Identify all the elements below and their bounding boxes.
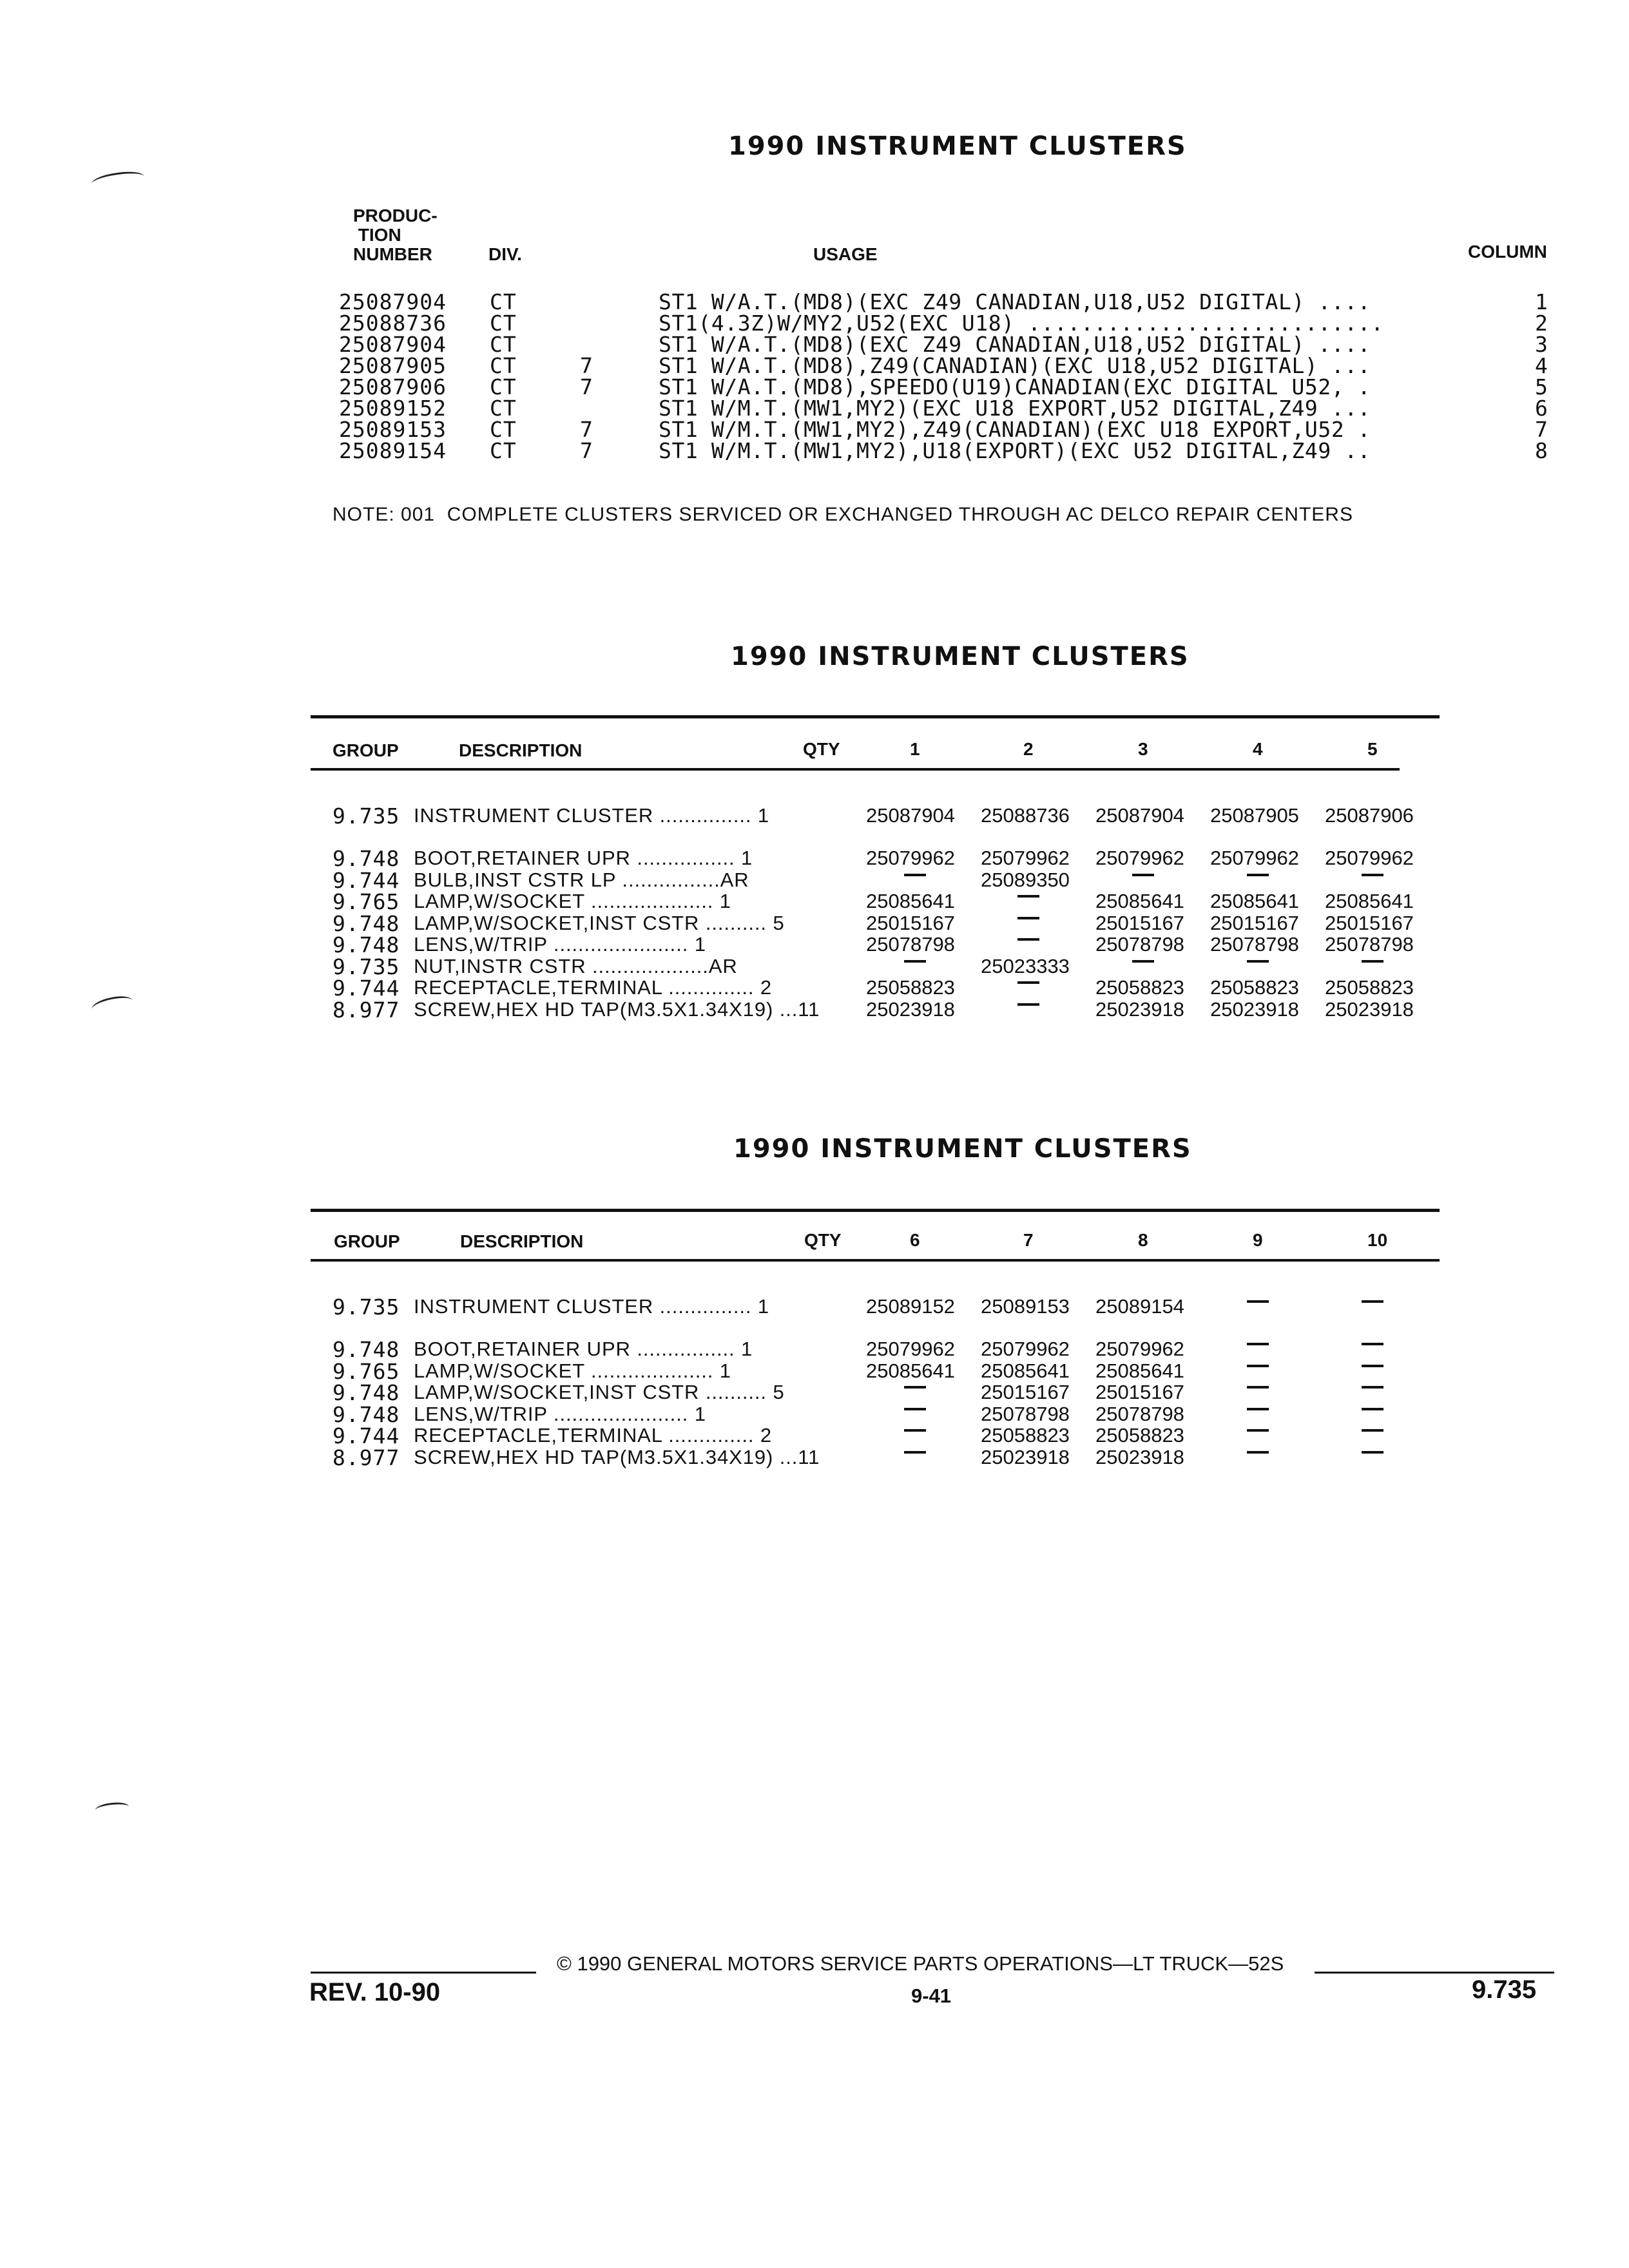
part-number: 25087904 (866, 804, 955, 827)
production-number: 25087904 (339, 289, 447, 314)
division: CT (490, 311, 517, 336)
part-description: LENS,W/TRIP ...................... 1 (414, 933, 706, 956)
group-number: 9.735 (333, 1294, 400, 1320)
part-number: 25079962 (1325, 847, 1414, 869)
part-number: 25089350 (981, 868, 1070, 891)
not-applicable-dash (1017, 895, 1039, 898)
scan-mark (90, 994, 133, 1017)
part-number: 25023918 (981, 1445, 1070, 1468)
group-number: 9.744 (333, 867, 400, 893)
not-applicable-dash (1362, 960, 1383, 963)
not-applicable-dash (1362, 1343, 1383, 1345)
group-number: 8.977 (333, 1445, 400, 1470)
production-number-header: PRODUC- TION NUMBER (353, 206, 438, 264)
column-header: COLUMN (1468, 242, 1547, 262)
part-number: 25023918 (1325, 997, 1414, 1021)
part-number: 25023918 (1095, 997, 1184, 1021)
part-description: NUT,INSTR CSTR ...................AR (414, 954, 738, 977)
section2-title: 1990 INSTRUMENT CLUSTERS (731, 642, 1190, 671)
not-applicable-dash (1362, 1300, 1383, 1303)
part-description: SCREW,HEX HD TAP(M3.5X1.34X19) ...11 (414, 1445, 820, 1468)
footer-rule-right (1315, 1972, 1554, 1974)
part-description: LAMP,W/SOCKET,INST CSTR .......... 5 (414, 911, 785, 934)
part-number: 25023918 (1210, 997, 1299, 1021)
group-number: 8.977 (333, 997, 400, 1023)
division: CT (490, 289, 517, 314)
not-applicable-dash (1247, 1451, 1269, 1454)
table-header-rule (311, 768, 1400, 771)
not-applicable-dash (1017, 981, 1039, 984)
table-top-rule (311, 1209, 1440, 1212)
scan-mark (91, 169, 145, 191)
page-number: 9-41 (911, 1984, 952, 2007)
qty-header: QTY (804, 1230, 842, 1250)
sub-code: 7 (580, 438, 593, 463)
part-number: 25079962 (1095, 1338, 1184, 1360)
part-number: 25015167 (1210, 911, 1299, 934)
section1-title: 1990 INSTRUMENT CLUSTERS (728, 131, 1187, 161)
column-header: 8 (1138, 1230, 1148, 1250)
part-number: 25015167 (866, 911, 955, 934)
not-applicable-dash (1362, 1429, 1383, 1432)
production-number: 25089153 (339, 417, 447, 442)
part-number: 25015167 (1095, 1381, 1184, 1403)
part-number: 25079962 (866, 847, 955, 869)
part-number: 25078798 (866, 933, 955, 956)
group-number: 9.735 (333, 954, 400, 979)
usage-text: ST1 W/M.T.(MW1,MY2),U18(EXPORT)(EXC U52 DIGITAL,Z49 .. (659, 438, 1371, 463)
part-number: 25085641 (1325, 890, 1414, 912)
group-number: 9.748 (333, 1401, 400, 1427)
part-number: 25023918 (1095, 1445, 1184, 1468)
column-number: 7 (1535, 417, 1548, 442)
part-description: LAMP,W/SOCKET .................... 1 (414, 1359, 731, 1382)
not-applicable-dash (1362, 1451, 1383, 1454)
table-header-rule (311, 1259, 1440, 1262)
group-number: 9.765 (333, 889, 400, 914)
column-number: 8 (1535, 438, 1548, 463)
not-applicable-dash (1017, 917, 1039, 919)
column-number: 2 (1535, 311, 1548, 336)
part-description: LENS,W/TRIP ...................... 1 (414, 1402, 706, 1425)
column-number: 1 (1535, 289, 1548, 314)
not-applicable-dash (904, 1429, 926, 1432)
not-applicable-dash (1247, 960, 1269, 963)
part-number: 25078798 (1325, 933, 1414, 956)
not-applicable-dash (1362, 1386, 1383, 1389)
part-description: INSTRUMENT CLUSTER ............... 1 (414, 1295, 770, 1318)
part-number: 25088736 (981, 804, 1070, 827)
div-header: DIV. (488, 244, 522, 264)
not-applicable-dash (1132, 874, 1154, 876)
usage-header: USAGE (813, 244, 878, 264)
part-number: 25058823 (1095, 1424, 1184, 1446)
part-description: BOOT,RETAINER UPR ................ 1 (414, 847, 753, 869)
table-top-rule (311, 715, 1440, 718)
part-number: 25078798 (1095, 1402, 1184, 1425)
part-number: 25085641 (1095, 890, 1184, 912)
group-number: 9.748 (333, 932, 400, 957)
not-applicable-dash (1247, 1429, 1269, 1432)
part-number: 25085641 (1095, 1359, 1184, 1382)
group-number: 9.744 (333, 1423, 400, 1448)
production-number: 25087906 (339, 374, 447, 399)
column-header: 1 (910, 739, 920, 759)
production-number: 25087905 (339, 353, 447, 378)
part-number: 25015167 (1325, 911, 1414, 934)
not-applicable-dash (904, 1408, 926, 1410)
part-number: 25078798 (981, 1402, 1070, 1425)
part-number: 25079962 (1210, 847, 1299, 869)
part-number: 25058823 (981, 1424, 1070, 1446)
production-number: 25089154 (339, 438, 447, 463)
group-header: GROUP (333, 740, 399, 760)
part-number: 25079962 (981, 1338, 1070, 1360)
part-number: 25058823 (866, 976, 955, 999)
production-number: 25087904 (339, 332, 447, 357)
not-applicable-dash (1247, 1343, 1269, 1345)
description-header: DESCRIPTION (460, 1231, 584, 1251)
sub-code: 7 (580, 374, 593, 399)
part-description: SCREW,HEX HD TAP(M3.5X1.34X19) ...11 (414, 997, 820, 1021)
qty-header: QTY (803, 739, 840, 759)
not-applicable-dash (1017, 938, 1039, 941)
usage-text: ST1 W/M.T.(MW1,MY2),Z49(CANADIAN)(EXC U18 EXPORT,U52 . (659, 417, 1371, 442)
sub-code: 7 (580, 417, 593, 442)
part-number: 25085641 (866, 890, 955, 912)
division: CT (490, 417, 517, 442)
division: CT (490, 396, 517, 421)
not-applicable-dash (1247, 1408, 1269, 1410)
section3-title: 1990 INSTRUMENT CLUSTERS (733, 1134, 1192, 1164)
column-header: 3 (1138, 739, 1148, 759)
usage-text: ST1 W/A.T.(MD8),Z49(CANADIAN)(EXC U18,U52 DIGITAL) ... (659, 353, 1371, 378)
column-header: 7 (1023, 1230, 1034, 1250)
part-number: 25079962 (981, 847, 1070, 869)
not-applicable-dash (1247, 1300, 1269, 1303)
not-applicable-dash (1247, 1365, 1269, 1367)
column-header: 2 (1023, 739, 1034, 759)
part-number: 25023333 (981, 954, 1070, 977)
not-applicable-dash (904, 874, 926, 876)
footer-rule-left (311, 1972, 536, 1974)
division: CT (490, 353, 517, 378)
usage-text: ST1 W/A.T.(MD8),SPEEDO(U19)CANADIAN(EXC DIGITAL U52, . (659, 374, 1371, 399)
part-description: RECEPTACLE,TERMINAL .............. 2 (414, 976, 773, 999)
group-number: 9.748 (333, 1337, 400, 1362)
part-number: 25023918 (866, 997, 955, 1021)
usage-text: ST1 W/A.T.(MD8)(EXC Z49 CANADIAN,U18,U52 DIGITAL) .... (659, 332, 1371, 357)
production-number: 25088736 (339, 311, 447, 336)
part-number: 25087904 (1095, 804, 1184, 827)
part-number: 25087906 (1325, 804, 1414, 827)
column-number: 4 (1535, 353, 1548, 378)
division: CT (490, 438, 517, 463)
revision-label: REV. 10-90 (309, 1978, 441, 2006)
group-number: 9.744 (333, 975, 400, 1001)
division: CT (490, 332, 517, 357)
part-number: 25089153 (981, 1295, 1070, 1318)
part-description: BULB,INST CSTR LP ................AR (414, 868, 749, 891)
column-header: 4 (1253, 739, 1263, 759)
part-number: 25015167 (981, 1381, 1070, 1403)
group-number: 9.765 (333, 1358, 400, 1384)
group-number: 9.748 (333, 910, 400, 936)
usage-text: ST1 W/A.T.(MD8)(EXC Z49 CANADIAN,U18,U52 DIGITAL) .... (659, 289, 1371, 314)
usage-text: ST1 W/M.T.(MW1,MY2)(EXC U18 EXPORT,U52 DIGITAL,Z49 ... (659, 396, 1371, 421)
column-number: 5 (1535, 374, 1548, 399)
not-applicable-dash (904, 1451, 926, 1454)
part-description: LAMP,W/SOCKET .................... 1 (414, 890, 731, 912)
part-number: 25089154 (1095, 1295, 1184, 1318)
part-description: INSTRUMENT CLUSTER ............... 1 (414, 804, 770, 827)
usage-text: ST1(4.3Z)W/MY2,U52(EXC U18) ........................... (659, 311, 1384, 336)
part-number: 25089152 (866, 1295, 955, 1318)
not-applicable-dash (1362, 1408, 1383, 1410)
part-number: 25085641 (981, 1359, 1070, 1382)
column-header: 10 (1367, 1230, 1388, 1250)
part-description: BOOT,RETAINER UPR ................ 1 (414, 1338, 753, 1360)
part-description: RECEPTACLE,TERMINAL .............. 2 (414, 1424, 773, 1446)
division: CT (490, 374, 517, 399)
copyright-line: © 1990 GENERAL MOTORS SERVICE PARTS OPERATIONS—LT TRUCK—52S (557, 1952, 1284, 1975)
part-number: 25078798 (1210, 933, 1299, 956)
not-applicable-dash (1362, 874, 1383, 876)
not-applicable-dash (1247, 874, 1269, 876)
column-number: 6 (1535, 396, 1548, 421)
part-number: 25058823 (1325, 976, 1414, 999)
group-number: 9.748 (333, 1380, 400, 1405)
not-applicable-dash (1247, 1386, 1269, 1389)
group-number: 9.735 (333, 803, 400, 829)
note: NOTE: 001 COMPLETE CLUSTERS SERVICED OR EXCHANGED THROUGH AC DELCO REPAIR CENTERS (333, 504, 1353, 525)
not-applicable-dash (1017, 1003, 1039, 1006)
part-number: 25058823 (1210, 976, 1299, 999)
not-applicable-dash (1132, 960, 1154, 963)
not-applicable-dash (904, 960, 926, 963)
not-applicable-dash (904, 1386, 926, 1389)
part-number: 25085641 (1210, 890, 1299, 912)
column-header: 9 (1253, 1230, 1263, 1250)
column-header: 6 (910, 1230, 920, 1250)
part-number: 25058823 (1095, 976, 1184, 999)
section-number: 9.735 (1472, 1975, 1537, 2004)
part-number: 25085641 (866, 1359, 955, 1382)
part-number: 25015167 (1095, 911, 1184, 934)
group-header: GROUP (334, 1231, 400, 1251)
production-number: 25089152 (339, 396, 447, 421)
column-header: 5 (1367, 739, 1378, 759)
part-number: 25078798 (1095, 933, 1184, 956)
group-number: 9.748 (333, 846, 400, 871)
description-header: DESCRIPTION (459, 740, 583, 760)
not-applicable-dash (1362, 1365, 1383, 1367)
part-number: 25079962 (866, 1338, 955, 1360)
part-description: LAMP,W/SOCKET,INST CSTR .......... 5 (414, 1381, 785, 1403)
sub-code: 7 (580, 353, 593, 378)
column-number: 3 (1535, 332, 1548, 357)
scan-mark (95, 1801, 129, 1815)
part-number: 25087905 (1210, 804, 1299, 827)
part-number: 25079962 (1095, 847, 1184, 869)
